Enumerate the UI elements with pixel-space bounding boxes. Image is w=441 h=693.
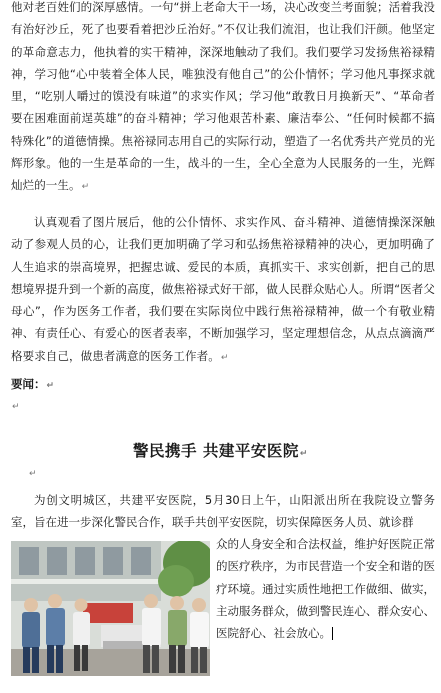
- paragraph-mark: ↵: [29, 469, 37, 479]
- paragraph-mark: ↵: [12, 402, 20, 412]
- paragraph-exhibition-reflection: 认真观看了图片展后，他的公仆情怀、求实作风、奋斗精神、道德情操深深触动了参观人员的心，让我们更加明确了学习和弘扬焦裕禄精神的决心，更加明确了人生追求的崇高境界，把握忠诚、爱民的本质，真抓实干、求实创新，把自己的思想境界提升到一个新的高度，做焦裕禄式好干部，做人民群众贴心人。所谓“医者父母心”，作为医务工作者，我们要在实际岗位中践行焦裕禄精神，做一个有敬业精神、有责任心、有爱心的医者表率，不断加强学习，坚定理想信念，从点点滴滴严格要求自己，做患者满意的医务工作者。↵: [11, 215, 435, 363]
- paragraph-mark: ↵: [299, 449, 308, 459]
- text-cursor: [332, 627, 333, 640]
- paragraph-mark: ↵: [46, 381, 55, 391]
- empty-line: [28, 465, 37, 479]
- paragraph-jiao-yulu-spirit: 他对老百姓们的深厚感情。一句“拼上老命大干一场，决心改变兰考面貌；活着我没有治好沙丘，死了也要看着把沙丘治好。”不仅让我们流泪，也让我们汗颜。他坚定的革命意志力，他执着的实干精神，深深地触动了我们。我们要学习发扬焦裕禄精神，学习他“心中装着全体人民，唯独没有他自己”的公仆情怀；学习他凡事探求就里，“吃别人嚼过的馍没有味道”的求实作风；学习他“敢教日月换新天”、“革命者要在困难面前逞英雄”的奋斗精神；学习他艰苦朴素、廉洁奉公、“任何时候都不搞特殊化”的道德情操。焦裕禄同志用自己的实际行动，塑造了一名优秀共产党员的光辉形象。他的一生是革命的一生，战斗的一生，全心全意为人民服务的一生，光辉灿烂的一生。↵: [11, 0, 435, 193]
- news-section-label: 要闻：↵: [11, 377, 55, 391]
- empty-line: [11, 398, 20, 412]
- paragraph-mark: ↵: [81, 182, 90, 193]
- paragraph-mark: ↵: [220, 352, 229, 363]
- article-title: 警民携手 共建平安医院↵: [133, 442, 308, 460]
- news-photo-police-hospital: [11, 541, 210, 676]
- photo-illustration: [11, 541, 210, 676]
- paragraph-police-office-intro: 为创文明城区，共建平安医院，5月30日上午，山阳派出所在我院设立警务室，旨在进一步深化警民合作，联手共创平安医院，切实保障医务人员、就诊群: [11, 493, 435, 530]
- paragraph-police-office-detail[interactable]: 众的人身安全和合法权益，维护好医院正常的医疗秩序，为市民营造一个安全和谐的医疗环境。通过实质性地把工作做细、做实，主动服务群众，做到警民连心、群众安心、医院舒心、社会放心。: [216, 537, 435, 641]
